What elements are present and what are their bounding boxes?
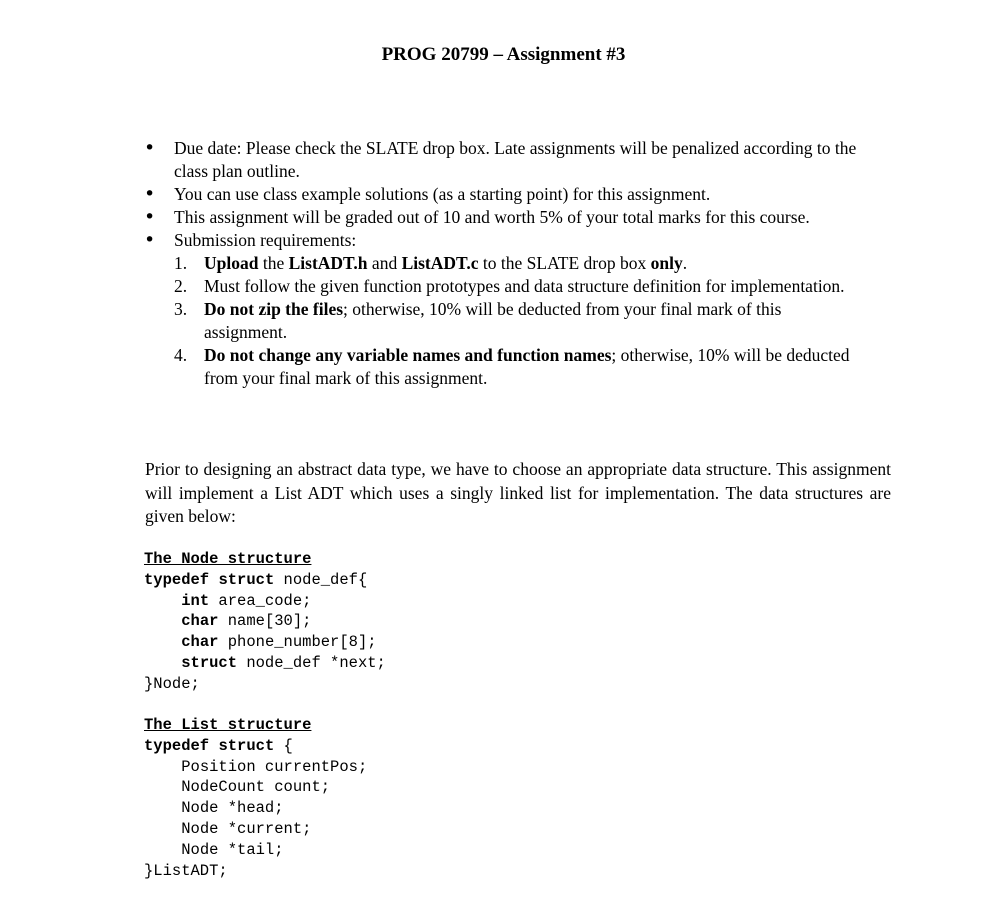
bullet-examples: [174, 183, 864, 206]
code-text: node_def{: [274, 570, 368, 589]
code-text: }Node;: [144, 674, 200, 693]
req4-bold: Do not change any variable names and function names: [204, 345, 612, 365]
list-structure-code: [144, 715, 367, 881]
req1-text-the: the: [258, 253, 289, 273]
requirement-number: 4.: [174, 345, 188, 365]
requirement-number: 2.: [174, 276, 188, 296]
code-field: Node *tail;: [181, 840, 284, 859]
upload-word: Upload: [204, 253, 259, 273]
req2-text: Must follow the given function prototypes and data structure definition for implementation.: [204, 276, 845, 296]
node-structure-code: [144, 549, 386, 695]
req1-period: .: [682, 253, 688, 273]
code-field: Node *current;: [181, 819, 312, 838]
requirements-list: [174, 252, 864, 390]
code-keyword: typedef: [144, 570, 210, 589]
requirement-item-1: [174, 252, 864, 275]
req3-text: ; otherwise, 10% will be deducted from your final mark of this assignment.: [204, 299, 782, 342]
bullet-grading: [174, 206, 864, 229]
code-field: node_def *next;: [237, 653, 386, 672]
req1-text-to: to the SLATE drop box: [478, 253, 651, 273]
code-keyword: struct: [181, 653, 238, 672]
requirement-number: 3.: [174, 299, 188, 319]
only-word: only: [650, 253, 683, 273]
submission-heading: Submission requirements:: [174, 230, 357, 250]
grading-text: This assignment will be graded out of 10 and worth 5% of your total marks for this course.: [174, 207, 810, 227]
code-field: name[30];: [218, 612, 312, 631]
requirement-number: 1.: [174, 253, 188, 273]
code-field: area_code;: [209, 591, 312, 610]
code-keyword: int: [181, 591, 210, 610]
filename-source: ListADT.c: [401, 253, 479, 273]
requirement-item-3: [174, 298, 864, 344]
code-field: NodeCount count;: [181, 778, 331, 797]
requirement-item-4: [174, 344, 864, 390]
code-field: phone_number[8];: [218, 633, 377, 652]
list-structure-heading: The List structure: [144, 716, 312, 734]
code-keyword: char: [181, 633, 219, 652]
code-field: Node *head;: [181, 799, 284, 818]
examples-text: You can use class example solutions (as a starting point) for this assignment.: [174, 184, 711, 204]
code-keyword: struct: [218, 570, 275, 589]
bullet-list: [174, 137, 864, 390]
req1-text-and: and: [367, 253, 402, 273]
code-keyword: char: [181, 612, 219, 631]
requirement-item-2: [174, 275, 864, 298]
req3-bold: Do not zip the files: [204, 299, 344, 319]
page-title: PROG 20799 – Assignment #3: [381, 44, 626, 65]
code-keyword: struct: [218, 736, 275, 755]
code-keyword: typedef: [144, 736, 210, 755]
code-text: {: [274, 736, 293, 755]
bullet-submission: [174, 229, 864, 390]
code-field: Position currentPos;: [181, 757, 368, 776]
bullet-due-date: [174, 137, 864, 183]
filename-header: ListADT.h: [288, 253, 368, 273]
due-date-text: Due date: Please check the SLATE drop box. Late assignments will be penalized according to the class plan outline.: [174, 138, 857, 181]
code-text: }ListADT;: [144, 861, 228, 880]
node-structure-heading: The Node structure: [144, 550, 312, 568]
req4-text: ; otherwise, 10% will be deducted from your final mark of this assignment.: [204, 345, 850, 388]
intro-paragraph: Prior to designing an abstract data type, we have to choose an appropriate data structure. This assignment will implement a List ADT which uses a singly linked list for implementation. The data structures are given below:: [145, 459, 891, 526]
